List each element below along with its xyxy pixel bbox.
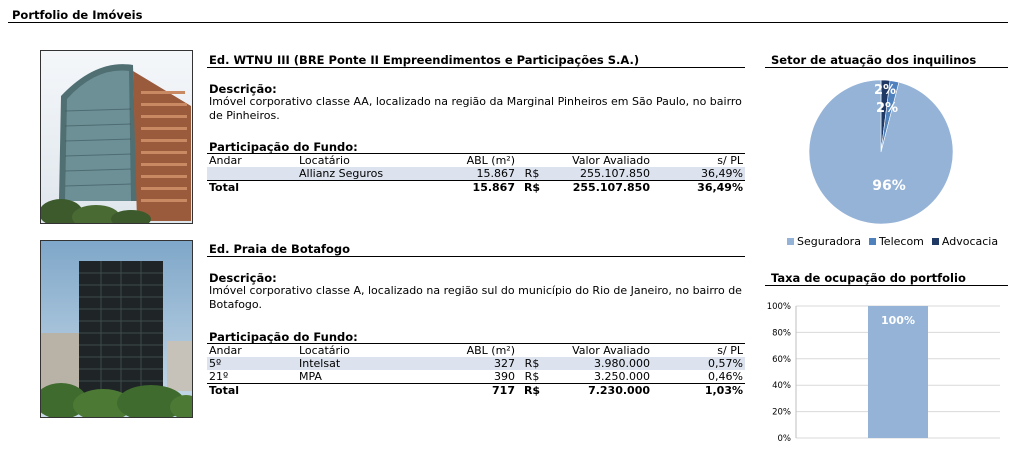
- legend-item: [869, 235, 924, 248]
- col-header: Locatário: [297, 154, 447, 168]
- cell-abl: 390: [494, 370, 515, 383]
- col-header: s/ PL: [652, 344, 745, 358]
- col-header: ABL (m²): [447, 344, 517, 358]
- chart-divider: [765, 67, 1008, 68]
- legend-swatch: [787, 238, 794, 245]
- col-header: [517, 344, 547, 358]
- cell-tenant: MPA: [299, 370, 322, 383]
- y-tick-label: 0%: [777, 434, 791, 444]
- pie-data-label: 96%: [872, 178, 906, 194]
- y-tick-label: 100%: [766, 302, 791, 312]
- table-total-row: [207, 181, 745, 195]
- cell-currency: R$: [517, 357, 547, 370]
- cell-currency: R$: [524, 370, 540, 383]
- cell-currency: R$: [517, 181, 547, 195]
- y-tick-label: 80%: [772, 328, 791, 339]
- cell-tenant: [297, 384, 447, 398]
- cell-floor: 21º: [209, 370, 229, 383]
- col-header: Valor Avaliado: [547, 154, 652, 168]
- col-header: ABL (m²): [447, 154, 517, 168]
- participation-label: Participação do Fundo:: [209, 140, 358, 154]
- property-photo-botafogo: [40, 240, 193, 418]
- property-divider: [207, 67, 745, 68]
- legend-label: Telecom: [878, 235, 924, 248]
- cell-tenant: Allianz Seguros: [297, 167, 447, 181]
- y-tick-label: 20%: [772, 407, 791, 418]
- table-header-row: [207, 154, 745, 168]
- bar-chart-title: Taxa de ocupação do portfolio: [771, 271, 966, 285]
- cell-abl: 15.867: [447, 181, 517, 195]
- participation-table: [207, 153, 745, 194]
- table-total-row: [207, 384, 745, 398]
- cell-currency: R$: [517, 167, 547, 181]
- bar-data-label: 100%: [881, 314, 915, 327]
- table-row: [207, 357, 745, 370]
- participation-label: Participação do Fundo:: [209, 330, 358, 344]
- table-row: [207, 370, 745, 384]
- property-divider: [207, 256, 745, 257]
- description-label: Descrição:: [209, 82, 277, 96]
- col-header: Andar: [207, 154, 297, 168]
- participation-table: [207, 343, 745, 397]
- property-description: Imóvel corporativo classe A, localizado na região sul do município do Rio de Janeiro, no bairro de Botafogo.: [209, 284, 742, 311]
- col-header: [517, 154, 547, 168]
- col-header: s/ PL: [652, 154, 745, 168]
- pie-data-label: 2%: [875, 101, 899, 116]
- cell-total-label: Total: [207, 384, 297, 398]
- col-header: Valor Avaliado: [547, 344, 652, 358]
- cell-value: 3.250.000: [594, 370, 650, 383]
- legend-label: Advocacia: [941, 235, 999, 248]
- cell-pl: 0,57%: [652, 357, 745, 370]
- cell-value: 3.980.000: [547, 357, 652, 370]
- legend-item: [787, 235, 861, 248]
- cell-value: 255.107.850: [547, 167, 652, 181]
- cell-pl: 36,49%: [652, 181, 745, 195]
- cell-pl: 0,46%: [708, 370, 743, 383]
- pie-chart: [805, 72, 975, 232]
- pie-data-label: 2%: [873, 83, 897, 98]
- chart-divider: [765, 285, 1008, 286]
- table-header-row: [207, 344, 745, 358]
- pie-chart-title: Setor de atuação dos inquilinos: [771, 53, 977, 67]
- page-title: Portfolio de Imóveis: [12, 8, 143, 22]
- legend-item: [932, 235, 998, 248]
- cell-floor: [207, 167, 297, 181]
- cell-tenant: [297, 181, 447, 195]
- property-description: Imóvel corporativo classe AA, localizado na região da Marginal Pinheiros em São Paulo, no bairro de Pinheiros.: [209, 95, 742, 122]
- pie-legend: [787, 235, 998, 248]
- col-header: Locatário: [297, 344, 447, 358]
- description-label: Descrição:: [209, 271, 277, 285]
- cell-pl: 1,03%: [652, 384, 745, 398]
- cell-abl: 717: [447, 384, 517, 398]
- property-photo-wtnu: [40, 50, 193, 224]
- legend-label: Seguradora: [797, 235, 861, 248]
- cell-abl: 15.867: [447, 167, 517, 181]
- header-divider: [8, 22, 1008, 23]
- cell-total-label: Total: [207, 181, 297, 195]
- y-tick-label: 40%: [772, 381, 791, 392]
- property-name: Ed. WTNU III (BRE Ponte II Empreendimentos e Participações S.A.): [209, 53, 640, 67]
- y-tick-label: 60%: [772, 354, 791, 365]
- bar-chart: [760, 296, 1010, 448]
- property-name: Ed. Praia de Botafogo: [209, 242, 351, 256]
- cell-currency: R$: [517, 384, 547, 398]
- cell-tenant: Intelsat: [297, 357, 447, 370]
- legend-swatch: [869, 238, 876, 245]
- cell-pl: 36,49%: [652, 167, 745, 181]
- cell-floor: 5º: [207, 357, 297, 370]
- cell-abl: 327: [447, 357, 517, 370]
- cell-value: 7.230.000: [547, 384, 652, 398]
- cell-value: 255.107.850: [547, 181, 652, 195]
- table-row: [207, 167, 745, 181]
- legend-swatch: [932, 238, 939, 245]
- col-header: Andar: [207, 344, 297, 358]
